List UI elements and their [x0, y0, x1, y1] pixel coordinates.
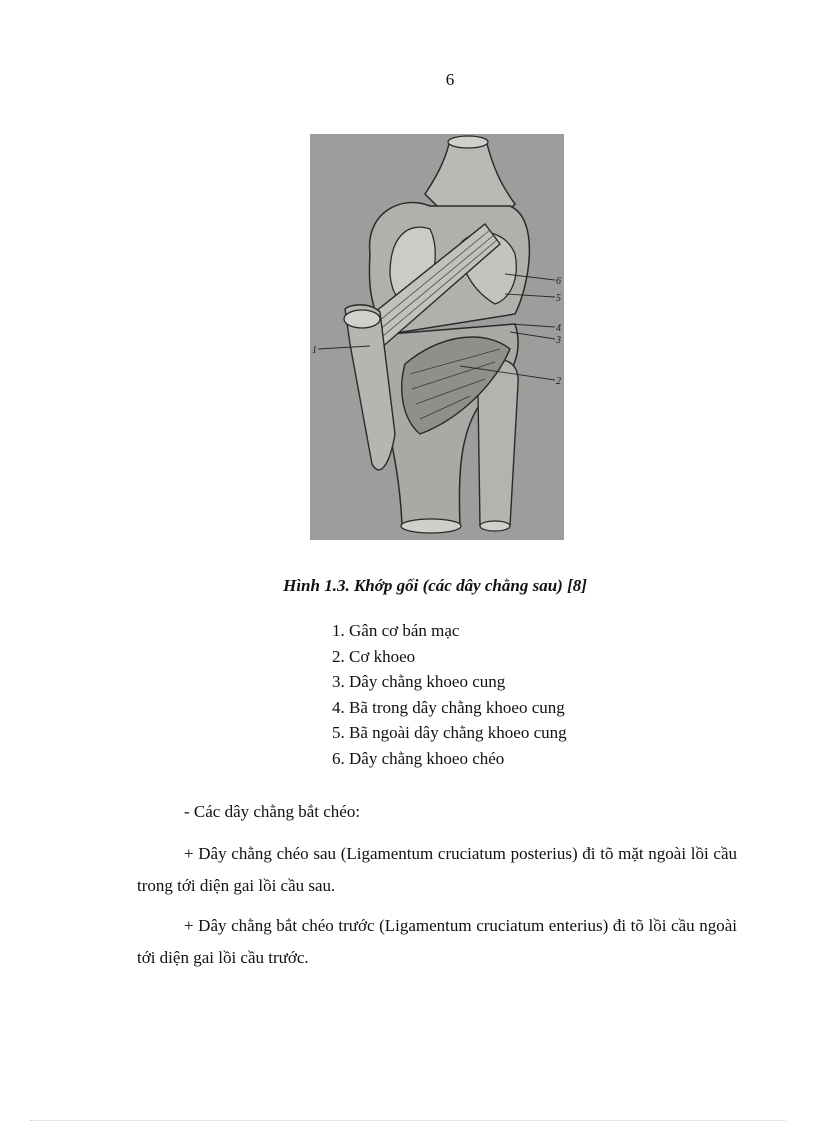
callout-5: 5 [556, 293, 561, 304]
footer-divider [30, 1120, 786, 1121]
section-heading: - Các dây chằng bắt chéo: [184, 802, 361, 821]
callout-3: 3 [556, 335, 561, 346]
legend-item: 1. Gân cơ bán mạc [332, 621, 460, 640]
legend-item: 5. Bã ngoài dây chằng khoeo cung [332, 723, 567, 743]
callout-4: 4 [556, 323, 561, 334]
callout-2: 2 [556, 376, 561, 387]
legend-item: 2. Cơ khoeo [332, 646, 416, 666]
callout-1: 1 [312, 345, 317, 356]
legend-item: 6. Dây chằng khoeo chéo [332, 748, 505, 768]
page-number: 6 [445, 70, 455, 89]
legend-item: 3. Dây chằng khoeo cung [332, 672, 506, 692]
figure-legend [332, 618, 567, 772]
legend-item: 4. Bã trong dây chằng khoeo cung [332, 697, 565, 717]
figure-caption: Hình 1.3. Khớp gối (các dây chằng sau) [8] [283, 576, 587, 595]
callout-6: 6 [556, 276, 561, 287]
body-paragraph: + Dây chằng bắt chéo trước (Ligamentum cruciatum enterius) đi tõ lồi cầu ngoài tới diện gai lồi cầu trước. [137, 916, 737, 967]
knee-posterior-ligaments-figure [310, 134, 564, 540]
body-paragraph: + Dây chằng chéo sau (Ligamentum cruciatum posterius) đi tõ mặt ngoài lồi cầu trong tới diện gai lồi cầu sau. [137, 844, 737, 895]
